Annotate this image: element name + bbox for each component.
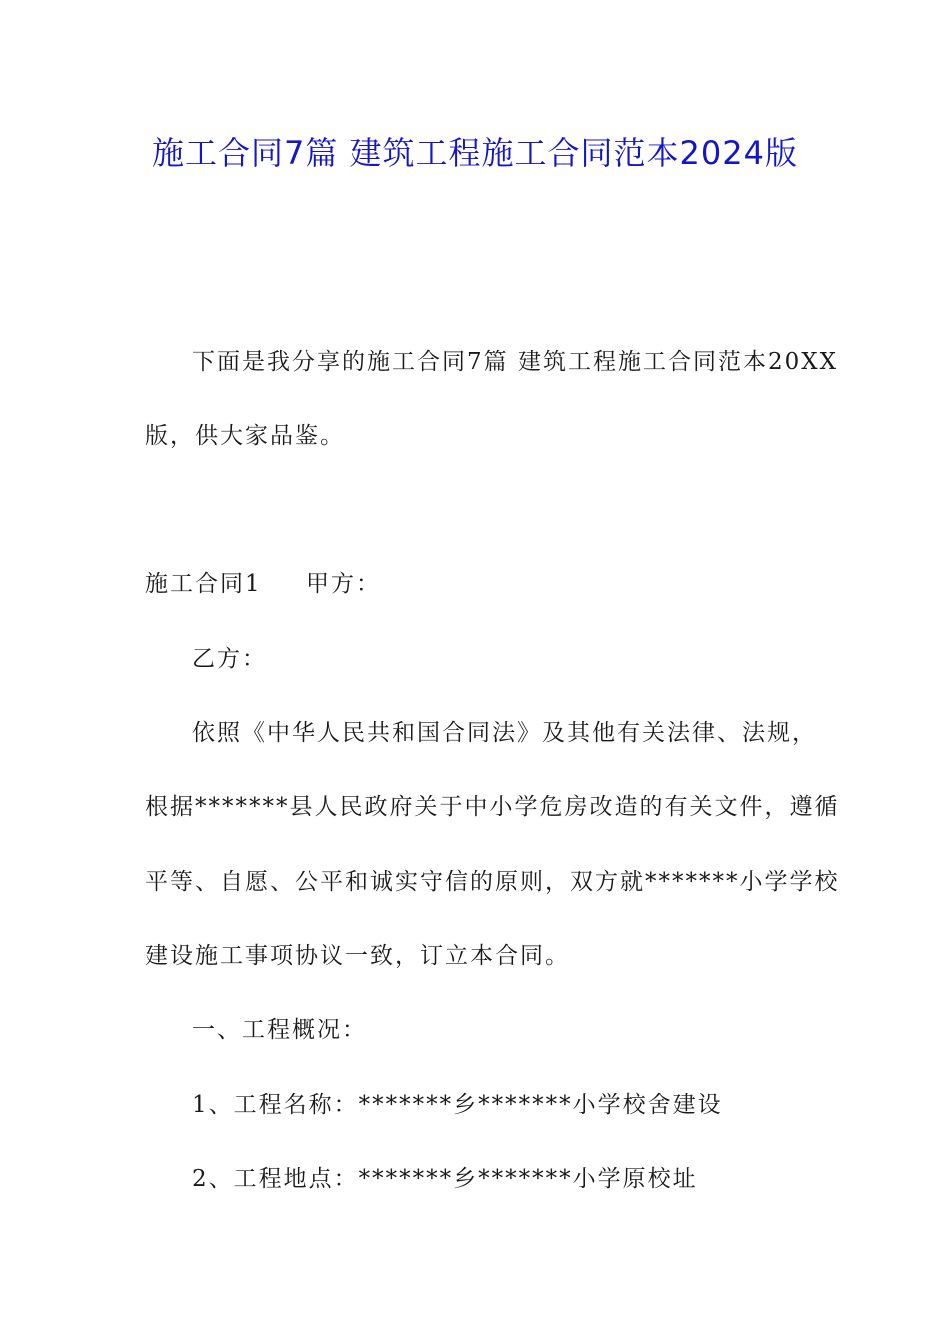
party-a-label: 甲方： [306, 571, 381, 597]
section-heading: 一、工程概况： [192, 1017, 367, 1043]
intro-line-2: 版，供大家品鉴。 [145, 423, 345, 449]
section-item-2: 2、工程地点：*******乡*******小学原校址 [192, 1166, 698, 1192]
preamble-line-1: 依照《中华人民共和国合同法》及其他有关法律、法规， [192, 720, 817, 746]
preamble-line-2: 根据*******县人民政府关于中小学危房改造的有关文件，遵循 [145, 794, 840, 820]
contract-heading: 施工合同1 [145, 571, 262, 597]
preamble-line-4: 建设施工事项协议一致，订立本合同。 [145, 943, 570, 969]
intro-line-1: 下面是我分享的施工合同7篇 建筑工程施工合同范本20XX [192, 349, 838, 375]
party-b-label: 乙方： [192, 646, 267, 672]
preamble-line-3: 平等、自愿、公平和诚实守信的原则，双方就*******小学学校 [145, 869, 840, 895]
section-item-1: 1、工程名称：*******乡*******小学校舍建设 [192, 1092, 723, 1118]
document-title: 施工合同7篇 建筑工程施工合同范本2024版 [152, 134, 798, 172]
contract-heading-row [145, 569, 262, 599]
